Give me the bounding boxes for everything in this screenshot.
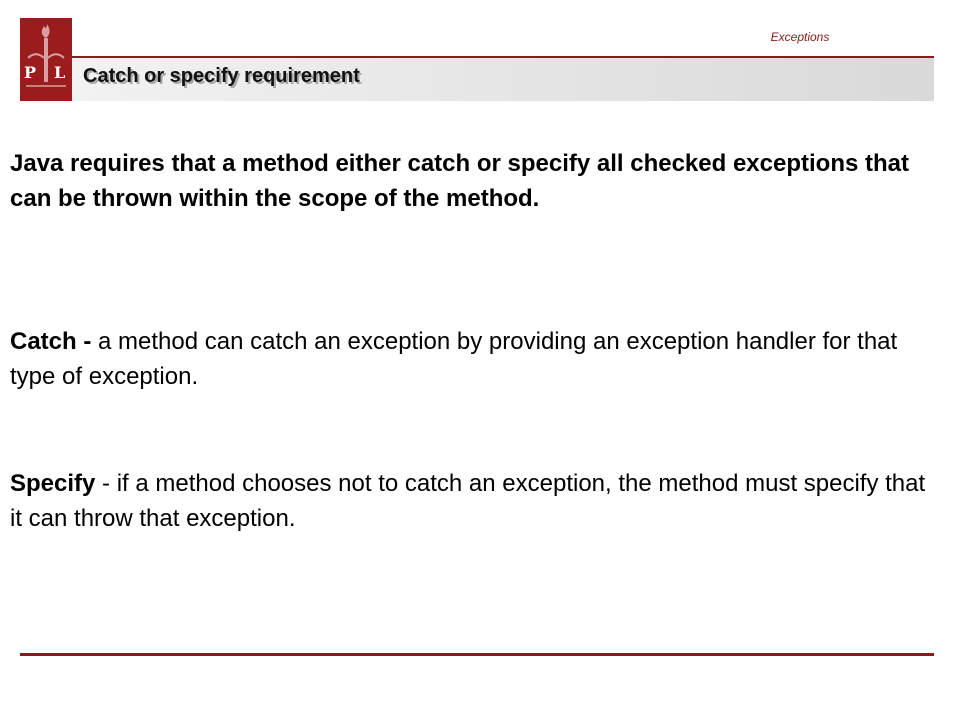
- specify-term: Specify: [10, 470, 96, 497]
- university-logo-icon: [20, 18, 72, 101]
- footer-rule: [20, 653, 934, 656]
- slide-title: Catch or specify requirement: [83, 65, 360, 87]
- section-label: Exceptions: [770, 30, 830, 44]
- catch-paragraph: [10, 324, 930, 394]
- intro-paragraph: Java requires that a method either catch or specify all checked exceptions that can be thrown within the scope of the method.: [10, 150, 909, 212]
- specify-description: - if a method chooses not to catch an exception, the method must specify that it can throw that exception.: [10, 470, 926, 532]
- svg-text:P: P: [24, 63, 37, 82]
- catch-term: Catch -: [10, 328, 92, 355]
- catch-description: a method can catch an exception by providing an exception handler for that type of exception.: [10, 328, 898, 390]
- specify-paragraph: [10, 466, 930, 536]
- svg-text:L: L: [54, 63, 66, 82]
